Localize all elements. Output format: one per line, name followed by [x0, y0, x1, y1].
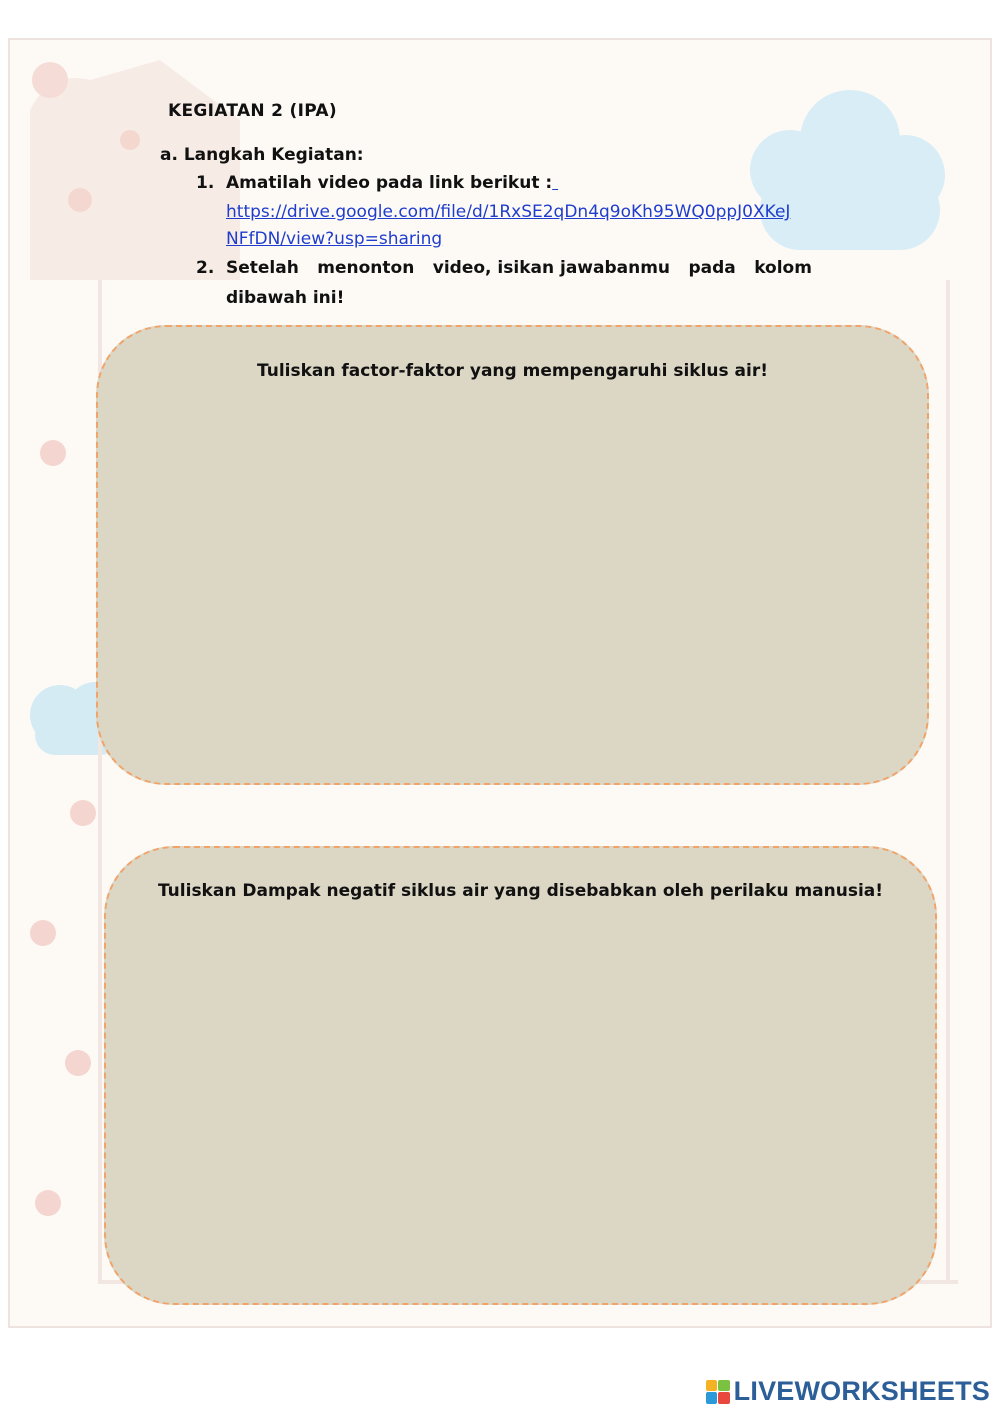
dot-decoration: [30, 920, 56, 946]
step-number: 2.: [196, 258, 215, 278]
answer-box-factors[interactable]: [96, 325, 929, 785]
frame-border-right: [946, 280, 950, 1280]
answer-box-negative-impact[interactable]: [104, 846, 937, 1305]
house-decoration-icon: [10, 50, 260, 280]
dot-decoration: [70, 800, 96, 826]
step-2-word: Setelah: [226, 258, 299, 278]
dot-decoration: [35, 1190, 61, 1216]
video-link[interactable]: https://drive.google.com/file/d/1RxSE2qDn4q9oKh95WQ0ppJ0XKeJ: [226, 202, 791, 222]
answer-box-prompt: Tuliskan factor-faktor yang mempengaruhi siklus air!: [256, 361, 768, 381]
video-link-continued[interactable]: NFfDN/view?usp=sharing: [226, 229, 443, 249]
step-1-text: [226, 173, 558, 193]
activity-title: KEGIATAN 2 (IPA): [168, 101, 337, 121]
step-2-text: [226, 258, 812, 278]
step-number: 1.: [196, 173, 215, 193]
dot-decoration: [40, 440, 66, 466]
dot-decoration: [65, 1050, 91, 1076]
step-2-word: kolom: [754, 258, 812, 278]
step-2-text-continued: dibawah ini!: [226, 288, 345, 308]
step-2-word: video, isikan jawabanmu: [432, 258, 671, 278]
cloud-decoration-icon: [730, 80, 960, 280]
step-2-word: pada: [688, 258, 736, 278]
step-2-word: menonton: [317, 258, 415, 278]
liveworksheets-logo-icon: [706, 1380, 730, 1404]
brand-name: LIVEWORKSHEETS: [733, 1376, 990, 1406]
step-1-label: Amatilah video pada link berikut :: [226, 173, 553, 193]
liveworksheets-branding: [706, 1376, 990, 1407]
answer-box-prompt: Tuliskan Dampak negatif siklus air yang disebabkan oleh perilaku manusia!: [157, 881, 884, 901]
steps-heading: a. Langkah Kegiatan:: [160, 145, 364, 165]
